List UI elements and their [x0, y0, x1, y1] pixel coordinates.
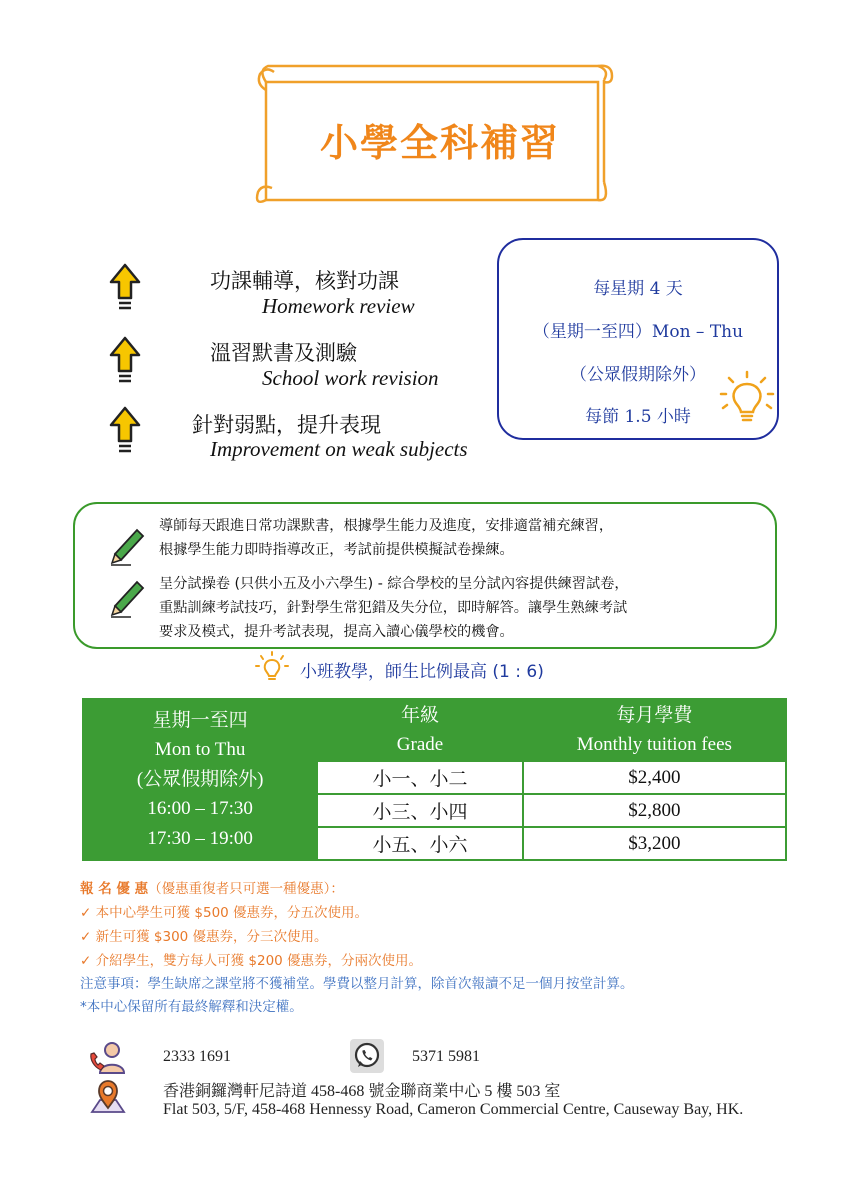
timeslot-cell: 星期一至四 Mon to Thu (公眾假期除外) 16:00 – 17:30 17:30 – 19:00 [83, 699, 317, 860]
grade-header: 年級 Grade [317, 699, 522, 761]
whatsapp-number: 5371 5981 [412, 1048, 480, 1065]
offer-item: ✓ 介紹學生，雙方每人可獲 $200 優惠券，分兩次使用。 [80, 953, 423, 969]
up-arrow-icon [108, 262, 142, 310]
offers-heading: 報 名 優 惠（優惠重復者只可選一種優惠）： [80, 881, 344, 897]
page-title: 小學全科補習 [319, 121, 560, 165]
schedule-weekdays: （星期一至四）Mon – Thu [532, 322, 744, 342]
reserve-text: *本中心保留所有最終解釋和決定權。 [80, 999, 303, 1015]
lightbulb-icon [254, 651, 290, 683]
fee-cell: $2,800 [523, 794, 786, 827]
fees-table [82, 698, 787, 861]
phone-number: 2333 1691 [163, 1048, 231, 1065]
schedule-days: 每星期 4 天 [593, 279, 683, 299]
feature-1-en: Homework review [262, 294, 415, 318]
offer-item: ✓ 本中心學生可獲 $500 優惠券，分五次使用。 [80, 905, 369, 921]
whatsapp-icon [349, 1038, 385, 1074]
check-icon: ✓ [80, 953, 92, 969]
feature-2-en: School work revision [262, 366, 439, 390]
note-1: 導師每天跟進日常功課默書，根據學生能力及進度，安排適當補充練習， 根據學生能力即時指導改正，考試前提供模擬試卷操練。 [159, 518, 614, 558]
fee-cell: $3,200 [523, 827, 786, 860]
phone-contact-icon [88, 1040, 128, 1076]
grade-cell: 小五、小六 [317, 827, 522, 860]
grade-cell: 小一、小二 [317, 761, 522, 794]
schedule-holiday: （公眾假期除外） [570, 365, 706, 385]
up-arrow-icon [108, 405, 142, 453]
check-icon: ✓ [80, 905, 92, 921]
location-pin-icon [88, 1078, 128, 1116]
grade-cell: 小三、小四 [317, 794, 522, 827]
notice-text: 注意事項：學生缺席之課堂將不獲補堂。學費以整月計算，除首次報讀不足一個月按堂計算。 [80, 976, 634, 992]
pencil-icon [107, 576, 149, 618]
check-icon: ✓ [80, 929, 92, 945]
fee-cell: $2,400 [523, 761, 786, 794]
feature-3-en: Improvement on weak subjects [210, 437, 468, 461]
notes-box [73, 502, 777, 649]
schedule-duration: 每節 1.5 小時 [585, 407, 691, 427]
address-zh: 香港銅鑼灣軒尼詩道 458-468 號金聯商業中心 5 樓 503 室 [163, 1083, 561, 1100]
up-arrow-icon [108, 335, 142, 383]
fee-header: 每月學費 Monthly tuition fees [523, 699, 786, 761]
class-ratio-text: 小班教學，師生比例最高 (1 : 6) [300, 662, 544, 682]
note-2: 呈分試操卷 (只供小五及小六學生) - 綜合學校的呈分試內容提供練習試卷， 重點訓練考試技巧，針對學生常犯錯及失分位，即時解答。讓學生熟練考試 要求及模式，提升考試表現，提高入讀心儀學校的機會。 [159, 576, 629, 640]
feature-2-zh: 溫習默書及測驗 [210, 341, 357, 365]
offer-item: ✓ 新生可獲 $300 優惠券，分三次使用。 [80, 929, 328, 945]
lightbulb-icon [717, 368, 777, 428]
address-en: Flat 503, 5/F, 458-468 Hennessy Road, Cameron Commercial Centre, Causeway Bay, HK. [163, 1101, 744, 1118]
pencil-icon [107, 524, 149, 566]
feature-1-zh: 功課輔導，核對功課 [210, 269, 399, 293]
schedule-box [497, 238, 779, 440]
feature-3-zh: 針對弱點，提升表現 [192, 413, 381, 437]
